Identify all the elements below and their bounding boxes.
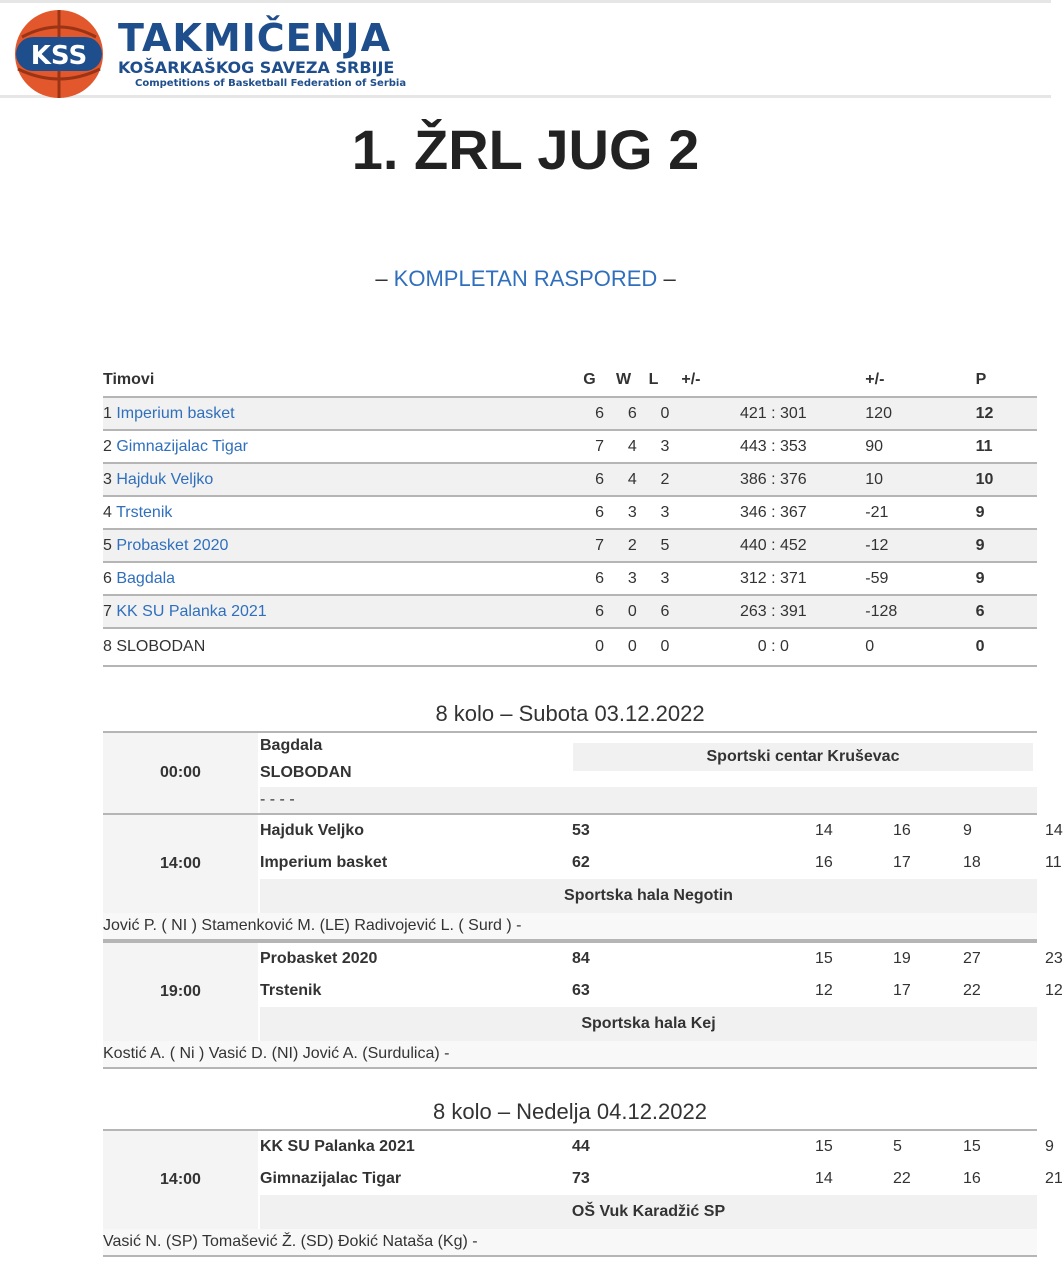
quarter-score: 15	[963, 1138, 981, 1155]
home-team-name[interactable]: Hajduk Veljko	[260, 822, 365, 839]
standings-row	[103, 562, 1037, 595]
venue: OŠ Vuk Karadžić SP	[571, 1203, 726, 1220]
referees: Vasić N. (SP) Tomašević Ž. (SD) Đokić Nataša (Kg) -	[103, 1229, 1037, 1257]
losses-cell: 3	[649, 562, 682, 595]
team-name[interactable]: Probasket 2020	[116, 536, 229, 554]
rank: 5	[103, 536, 112, 554]
score-cell: 421 : 301	[681, 397, 865, 430]
quarter-score: 9	[1045, 1138, 1054, 1155]
points-cell: 12	[976, 397, 1037, 430]
team-cell	[103, 463, 583, 496]
home-team-row	[260, 943, 1063, 975]
away-score: 62	[572, 854, 590, 871]
wins-cell: 6	[616, 397, 649, 430]
games-cell: 6	[583, 562, 616, 595]
quarter-score: 15	[815, 1138, 833, 1155]
team-cell	[103, 430, 583, 463]
rank: 3	[103, 470, 112, 488]
schedule-link-wrap	[0, 265, 1051, 293]
quarter-score: 18	[963, 854, 981, 871]
team-cell	[103, 529, 583, 562]
bye-home-team[interactable]: Bagdala	[260, 737, 323, 754]
quarter-score: 11	[1045, 854, 1062, 871]
home-team-name[interactable]: Probasket 2020	[260, 950, 378, 967]
game-block	[103, 1129, 1063, 1257]
referees: Kostić A. ( Ni ) Vasić D. (NI) Jović A. (Surdulica) -	[103, 1041, 1037, 1069]
logo-subtitle: KOŠARKAŠKOG SAVEZA SRBIJE	[118, 58, 395, 77]
quarter-score: 16	[893, 822, 911, 839]
diff-cell: 120	[865, 397, 975, 430]
col-diff: +/-	[865, 364, 975, 397]
quarter-score: 19	[893, 950, 911, 967]
home-score: 53	[572, 822, 590, 839]
points-cell: 9	[976, 496, 1037, 529]
home-team-row	[260, 1131, 1054, 1163]
rank: 4	[103, 503, 112, 521]
quarter-score: 16	[963, 1170, 981, 1187]
team-name[interactable]: Gimnazijalac Tigar	[116, 437, 248, 455]
venue-row	[260, 879, 1037, 913]
bye-dash-row	[260, 787, 1037, 813]
col-losses: L	[649, 364, 682, 397]
venue: Sportska hala Negotin	[564, 887, 733, 904]
quarter-score: 17	[893, 982, 911, 999]
rank: 8	[103, 638, 112, 655]
team-name[interactable]: Trstenik	[116, 503, 173, 521]
score-cell: 440 : 452	[681, 529, 865, 562]
games-cell: 6	[583, 595, 616, 628]
team-cell	[103, 628, 583, 666]
diff-cell: 0	[865, 628, 975, 666]
team-cell	[103, 397, 583, 430]
standings-row	[103, 496, 1037, 529]
quarter-score: 16	[815, 854, 833, 871]
score-cell: 263 : 391	[681, 595, 865, 628]
losses-cell: 3	[649, 430, 682, 463]
away-score: 63	[572, 982, 590, 999]
losses-cell: 0	[649, 628, 682, 666]
standings-row	[103, 430, 1037, 463]
team-cell	[103, 496, 583, 529]
away-team-name[interactable]: Trstenik	[260, 982, 322, 999]
standings-header-row	[103, 364, 1037, 397]
home-team-row	[260, 815, 1063, 847]
quarter-score: 5	[893, 1138, 902, 1155]
game-block	[103, 813, 1063, 941]
losses-cell: 0	[649, 397, 682, 430]
quarter-score: 14	[815, 1170, 833, 1187]
quarter-score: 21	[1045, 1170, 1063, 1187]
losses-cell: 6	[649, 595, 682, 628]
points-cell: 6	[976, 595, 1037, 628]
logo-badge-text: KSS	[30, 41, 88, 71]
diff-cell: -128	[865, 595, 975, 628]
col-points: P	[976, 364, 1037, 397]
rank: 1	[103, 404, 112, 422]
rank: 7	[103, 602, 112, 620]
site-header	[0, 0, 1051, 98]
away-team-row	[260, 847, 1062, 879]
bye-game	[103, 731, 1037, 815]
col-wins: W	[616, 364, 649, 397]
standings-row	[103, 397, 1037, 430]
away-team-row	[260, 1163, 1063, 1195]
home-score: 44	[572, 1138, 590, 1155]
round-title: 8 kolo – Subota 03.12.2022	[435, 701, 705, 726]
games-cell: 7	[583, 529, 616, 562]
score-cell: 386 : 376	[681, 463, 865, 496]
standings-table	[103, 364, 1037, 667]
score-cell: 0 : 0	[681, 628, 865, 666]
home-score: 84	[572, 950, 590, 967]
games-cell: 6	[583, 397, 616, 430]
away-team-name[interactable]: Imperium basket	[260, 854, 388, 871]
wins-cell: 0	[616, 628, 649, 666]
diff-cell: -12	[865, 529, 975, 562]
away-score: 73	[572, 1170, 590, 1187]
bye-dashes: - - - -	[260, 791, 295, 808]
schedule-prefix: –	[375, 266, 394, 291]
points-cell: 10	[976, 463, 1037, 496]
diff-cell: -21	[865, 496, 975, 529]
score-cell: 312 : 371	[681, 562, 865, 595]
venue-row	[260, 1007, 1037, 1041]
wins-cell: 4	[616, 463, 649, 496]
team-name[interactable]: Hajduk Veljko	[116, 470, 214, 488]
losses-cell: 5	[649, 529, 682, 562]
losses-cell: 2	[649, 463, 682, 496]
quarter-score: 22	[893, 1170, 911, 1187]
quarter-score: 15	[815, 950, 833, 967]
round-title: 8 kolo – Nedelja 04.12.2022	[433, 1099, 707, 1124]
wins-cell: 3	[616, 562, 649, 595]
quarter-score: 27	[963, 950, 981, 967]
quarter-score: 22	[963, 982, 981, 999]
team-cell	[103, 562, 583, 595]
referees: Jović P. ( NI ) Stamenković M. (LE) Radivojević L. ( Surd ) -	[103, 913, 1037, 941]
games-cell: 6	[583, 496, 616, 529]
team-name[interactable]: Imperium basket	[116, 404, 235, 422]
away-team-row	[260, 975, 1063, 1007]
logo-subtitle-en: Competitions of Basketball Federation of Serbia	[135, 78, 407, 89]
wins-cell: 0	[616, 595, 649, 628]
game-time: 14:00	[103, 1131, 258, 1229]
wins-cell: 2	[616, 529, 649, 562]
quarter-score: 14	[815, 822, 833, 839]
full-schedule-link[interactable]: KOMPLETAN RASPORED	[393, 266, 658, 291]
games-cell: 0	[583, 628, 616, 666]
col-games: G	[583, 364, 616, 397]
venue: Sportski centar Kruševac	[573, 743, 1033, 771]
team-cell	[103, 595, 583, 628]
losses-cell: 3	[649, 496, 682, 529]
wins-cell: 4	[616, 430, 649, 463]
diff-cell: -59	[865, 562, 975, 595]
diff-cell: 10	[865, 463, 975, 496]
diff-cell: 90	[865, 430, 975, 463]
page-title: 1. ŽRL JUG 2	[351, 118, 700, 181]
points-cell: 0	[976, 628, 1037, 666]
games-cell: 6	[583, 463, 616, 496]
points-cell: 11	[976, 430, 1037, 463]
col-points-for-against: +/-	[681, 364, 865, 397]
standings-row	[103, 628, 1037, 666]
team-name[interactable]: Bagdala	[116, 569, 176, 587]
standings-row	[103, 595, 1037, 628]
quarter-score: 14	[1045, 822, 1063, 839]
quarter-score: 23	[1045, 950, 1063, 967]
games-cell: 7	[583, 430, 616, 463]
home-team-name[interactable]: KK SU Palanka 2021	[260, 1138, 415, 1155]
team-name: SLOBODAN	[116, 638, 206, 655]
away-team-name[interactable]: Gimnazijalac Tigar	[260, 1170, 402, 1187]
quarter-score: 12	[1045, 982, 1063, 999]
basketball-logo-icon[interactable]	[12, 7, 106, 101]
standings-row	[103, 463, 1037, 496]
score-cell: 443 : 353	[681, 430, 865, 463]
wins-cell: 3	[616, 496, 649, 529]
game-time: 19:00	[103, 943, 258, 1041]
points-cell: 9	[976, 529, 1037, 562]
game-time: 00:00	[103, 733, 258, 813]
rank: 2	[103, 437, 112, 455]
col-team: Timovi	[103, 364, 583, 397]
venue: Sportska hala Kej	[581, 1015, 716, 1032]
venue-row	[260, 1195, 1037, 1229]
quarter-score: 17	[893, 854, 911, 871]
quarter-score: 9	[963, 822, 972, 839]
points-cell: 9	[976, 562, 1037, 595]
game-block	[103, 941, 1063, 1069]
standings-row	[103, 529, 1037, 562]
game-time: 14:00	[103, 815, 258, 913]
rank: 6	[103, 569, 112, 587]
quarter-score: 12	[815, 982, 833, 999]
bye-away-team[interactable]: SLOBODAN	[260, 764, 352, 781]
schedule-suffix: –	[657, 266, 676, 291]
team-name[interactable]: KK SU Palanka 2021	[116, 602, 267, 620]
score-cell: 346 : 367	[681, 496, 865, 529]
logo-title: TAKMIČENJA	[118, 16, 391, 60]
